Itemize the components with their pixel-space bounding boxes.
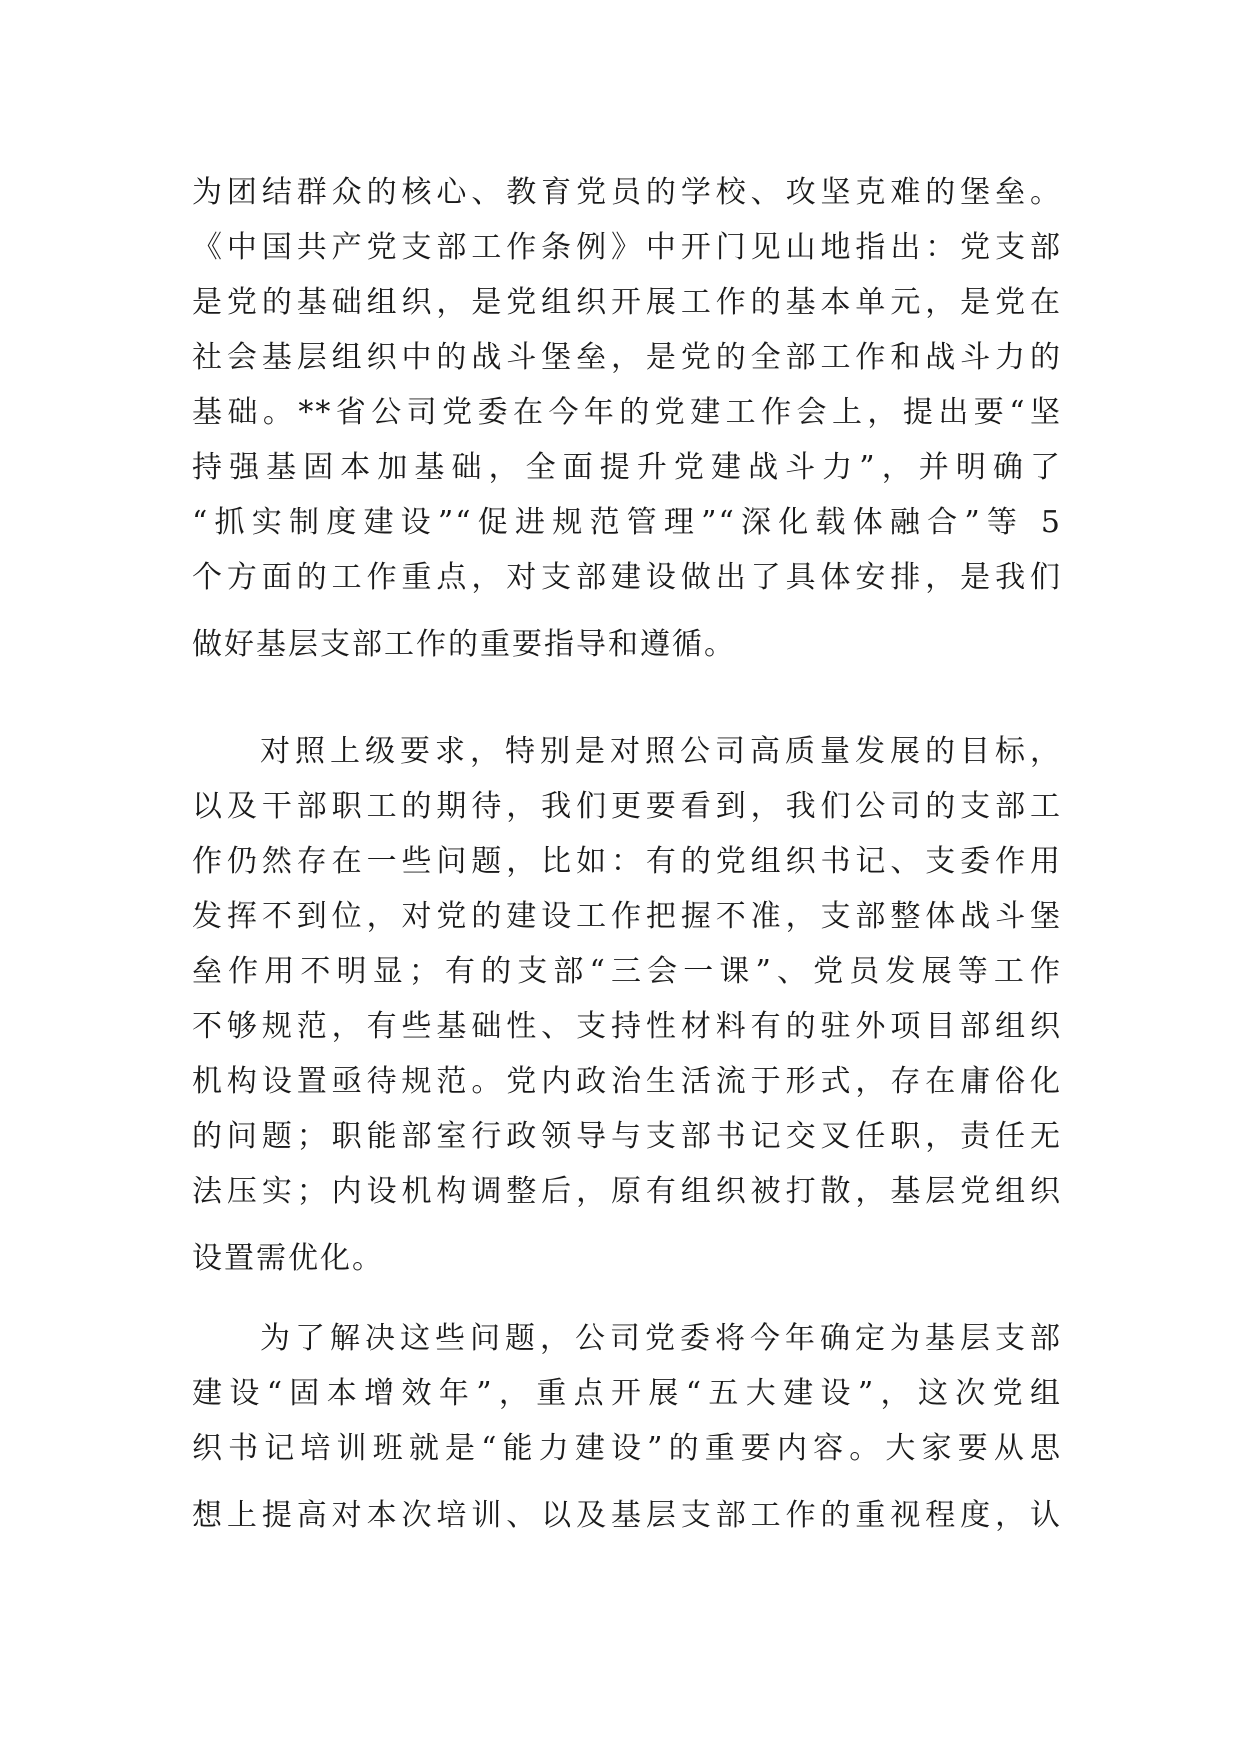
- text-line: 织书记培训班就是“能力建设”的重要内容。大家要从思: [192, 1431, 1062, 1466]
- text-line: 建设“固本增效年”，重点开展“五大建设”，这次党组: [192, 1376, 1062, 1411]
- paragraph-1: [192, 165, 1062, 672]
- text-line: 作仍然存在一些问题，比如：有的党组织书记、支委作用: [192, 844, 1062, 879]
- text-line: 机构设置亟待规范。党内政治生活流于形式，存在庸俗化: [192, 1064, 1062, 1099]
- text-line: 的问题；职能部室行政领导与支部书记交叉任职，责任无: [192, 1119, 1062, 1154]
- text-line: 以及干部职工的期待，我们更要看到，我们公司的支部工: [192, 789, 1062, 824]
- text-line: 法压实；内设机构调整后，原有组织被打散，基层党组织: [192, 1174, 1062, 1209]
- text-line: 社会基层组织中的战斗堡垒，是党的全部工作和战斗力的: [192, 340, 1062, 375]
- text-line: 持强基固本加基础，全面提升党建战斗力”，并明确了: [192, 450, 1062, 485]
- text-line: 垒作用不明显；有的支部“三会一课”、党员发展等工作: [192, 954, 1062, 989]
- text-line: 发挥不到位，对党的建设工作把握不准，支部整体战斗堡: [192, 899, 1062, 934]
- text-line: 设置需优化。: [192, 1241, 384, 1276]
- text-line: 个方面的工作重点，对支部建设做出了具体安排，是我们: [192, 560, 1062, 595]
- text-line: 想上提高对本次培训、以及基层支部工作的重视程度，认: [192, 1498, 1062, 1533]
- text-line: 基础。**省公司党委在今年的党建工作会上，提出要“坚: [192, 395, 1062, 430]
- text-line: 是党的基础组织，是党组织开展工作的基本单元，是党在: [192, 285, 1062, 320]
- paragraph-2: [192, 724, 1062, 1286]
- text-line: 做好基层支部工作的重要指导和遵循。: [192, 627, 736, 662]
- text-line: 不够规范，有些基础性、支持性材料有的驻外项目部组织: [192, 1009, 1062, 1044]
- paragraph-3: [192, 1311, 1062, 1543]
- text-line: 为团结群众的核心、教育党员的学校、攻坚克难的堡垒。: [192, 175, 1062, 210]
- text-line: “抓实制度建设”“促进规范管理”“深化载体融合”等 5: [192, 505, 1062, 540]
- text-line: 为了解决这些问题，公司党委将今年确定为基层支部: [260, 1321, 1062, 1356]
- text-line: 对照上级要求，特别是对照公司高质量发展的目标，: [260, 734, 1062, 769]
- text-line: 《中国共产党支部工作条例》中开门见山地指出：党支部: [192, 230, 1062, 265]
